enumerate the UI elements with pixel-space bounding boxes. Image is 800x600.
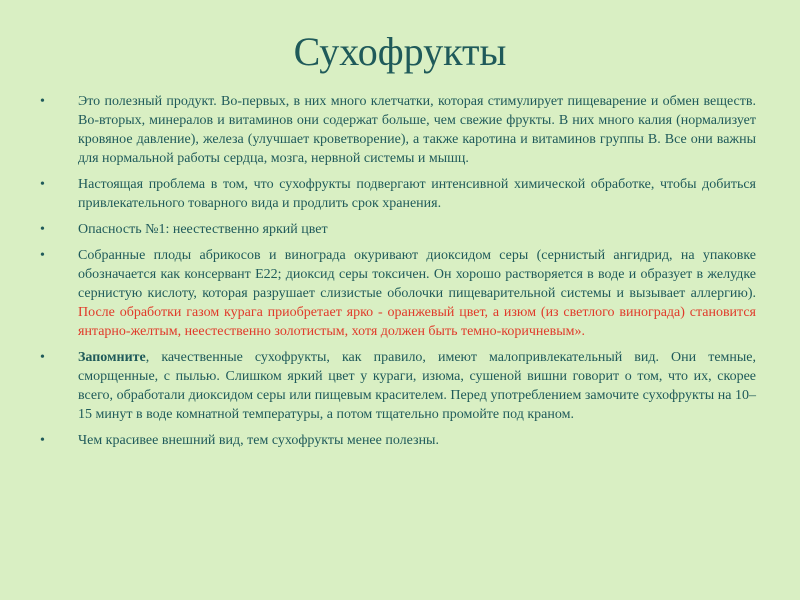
bullet-icon: • (40, 177, 45, 192)
bullet-icon: • (40, 94, 45, 109)
item-text: Настоящая проблема в том, что сухофрукты подвергают интенсивной химической обработке, чтобы добиться привлекательного товарного вида и продлить срок хранения. (78, 177, 756, 211)
list-item (40, 431, 756, 450)
list-item (40, 348, 756, 424)
bullet-icon: • (40, 248, 45, 263)
bullet-list (40, 92, 756, 457)
item-text: Это полезный продукт. Во-первых, в них много клетчатки, которая стимулирует пищеварение и обмен веществ. Во-вторых, минералов и витаминов они содержат больше, чем свежие фрукты. В них много калия (нормализует кровяное давление), железа (улучшает кроветворение), а также каротина и витаминов группы B. Все они важны для нормальной работы сердца, мозга, нервной системы и мышц. (78, 94, 756, 166)
item-text: , качественные сухофрукты, как правило, имеют малопривлекательный вид. Они темные, сморщенные, с пылью. Слишком яркий цвет у кураги, изюма, сушеной вишни говорит о том, что их, скорее всего, обработали диоксидом серы или пищевым красителем. Перед употреблением замочите сухофрукты на 10–15 минут в воде комнатной температуры, а потом тщательно промойте под краном. (78, 350, 756, 422)
item-text: Собранные плоды абрикосов и винограда окуривают диоксидом серы (сернистый ангидрид, на упаковке обозначается как консервант Е22; диоксид серы токсичен. Он хорошо растворяется в воде и образует в желудке сернистую кислоту, которая разрушает слизистые оболочки пищеварительной системы и вызывает аллергию). (78, 248, 756, 301)
list-item (40, 246, 756, 341)
list-item (40, 92, 756, 168)
item-highlight-text: После обработки газом курага приобретает ярко - оранжевый цвет, а изюм (из светлого винограда) становится янтарно-желтым, неестественно золотистым, хотя должен быть темно-коричневым». (78, 305, 756, 339)
item-text: Чем красивее внешний вид, тем сухофрукты менее полезны. (78, 433, 439, 448)
list-item (40, 220, 756, 239)
bullet-icon: • (40, 433, 45, 448)
bullet-icon: • (40, 222, 45, 237)
slide-title: Сухофрукты (293, 29, 507, 74)
bullet-icon: • (40, 350, 45, 365)
item-text: Опасность №1: неестественно яркий цвет (78, 222, 328, 237)
item-bold-text: Запомните (78, 350, 146, 365)
list-item (40, 175, 756, 213)
